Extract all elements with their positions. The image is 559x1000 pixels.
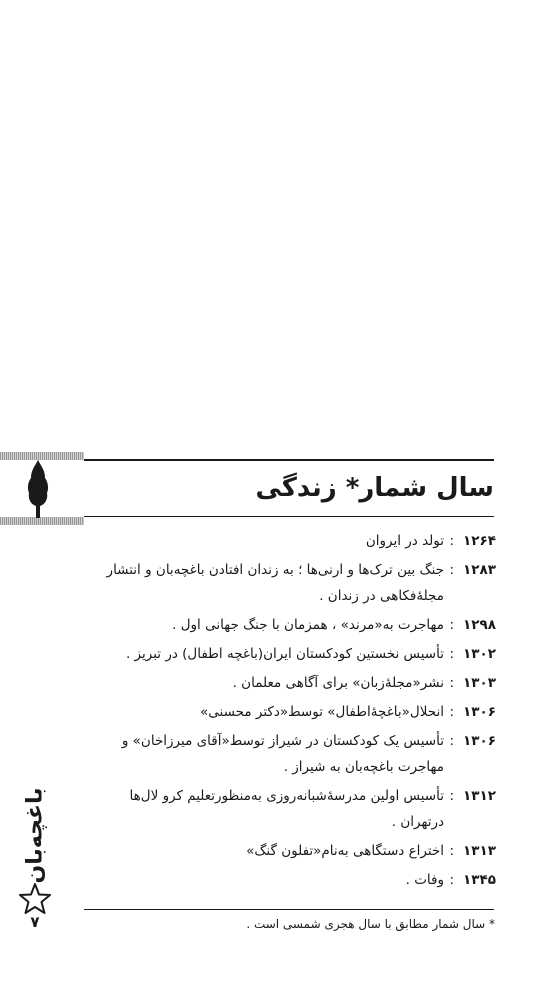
entry-text — [81, 867, 444, 893]
entry-text — [81, 557, 444, 609]
timeline-list — [81, 528, 496, 896]
entry-year: ۱۳۰۶ — [463, 733, 496, 749]
entry-text — [81, 699, 444, 725]
entry-text-line: تولد در ایروان — [365, 533, 444, 549]
entry-text-line: تأسیس نخستین کودکستان ایران(باغچه اطفال) در تبریز . — [125, 646, 444, 662]
entry-text-line: نشر«مجلهٔ‌زبان» برای آگاهی معلمان . — [232, 675, 444, 691]
timeline-entry — [81, 728, 496, 780]
timeline-entry — [81, 612, 496, 638]
entry-text-line: انحلال«باغچهٔ‌اطفال» توسط«دکتر محسنی» — [200, 704, 444, 720]
timeline-entry — [81, 783, 496, 835]
entry-year: ۱۳۰۲ — [463, 646, 496, 662]
page-number: ۷ — [30, 913, 40, 931]
entry-separator: : — [449, 675, 454, 691]
entry-separator: : — [449, 646, 454, 662]
timeline-entry — [81, 838, 496, 864]
entry-text — [81, 783, 444, 835]
entry-year: ۱۳۰۳ — [463, 675, 496, 691]
entry-text — [81, 670, 444, 696]
entry-text — [81, 838, 444, 864]
timeline-entry — [81, 670, 496, 696]
header-rule-top — [84, 459, 494, 461]
entry-year: ۱۳۴۵ — [463, 872, 496, 888]
entry-separator: : — [449, 788, 454, 804]
star-icon — [18, 882, 52, 916]
entry-text-line: تأسیس اولین مدرسهٔ‌شبانه‌روزی به‌منظورتعلیم کرو لال‌ها — [129, 788, 444, 804]
entry-separator: : — [449, 872, 454, 888]
entry-year: ۱۲۸۳ — [463, 562, 496, 578]
tree-icon — [24, 460, 52, 518]
timeline-entry — [81, 528, 496, 554]
entry-text-line: اختراع دستگاهی به‌نام«تفلون گنگ» — [246, 843, 444, 859]
timeline-entry — [81, 641, 496, 667]
timeline-entry — [81, 557, 496, 609]
header-band-top — [0, 452, 84, 460]
book-title — [14, 780, 56, 890]
entry-year: ۱۲۹۸ — [463, 617, 496, 633]
entry-separator: : — [449, 617, 454, 633]
entry-text — [81, 641, 444, 667]
header-band-bottom — [0, 517, 84, 525]
entry-year: ۱۳۱۳ — [463, 843, 496, 859]
footnote-rule — [84, 909, 494, 910]
entry-text-line: درتهران . — [391, 814, 444, 830]
timeline-entry — [81, 699, 496, 725]
entry-text-line: مهاجرت باغچه‌بان به شیراز . — [283, 759, 444, 775]
entry-text-line: وفات . — [405, 872, 444, 888]
entry-separator: : — [449, 562, 454, 578]
entry-text — [81, 612, 444, 638]
footnote: * سال شمار مطابق با سال هجری شمسی است . — [246, 917, 495, 931]
entry-text — [81, 528, 444, 554]
entry-text-line: مهاجرت به«مرند» ، همزمان با جنگ جهانی اول . — [172, 617, 444, 633]
entry-text-line: جنگ بین ترک‌ها و ارنی‌ها ؛ به زندان افتادن باغچه‌بان و انتشار — [106, 562, 444, 578]
book-title-text: باغچه‌بان — [22, 786, 48, 884]
entry-year: ۱۲۶۴ — [463, 533, 496, 549]
entry-separator: : — [449, 704, 454, 720]
entry-text-line: تأسیس یک کودکستان در شیراز توسط«آقای میرزاخان» و — [121, 733, 444, 749]
entry-separator: : — [449, 733, 454, 749]
entry-separator: : — [449, 533, 454, 549]
page-title: سال شمار* زندگی — [255, 473, 494, 503]
entry-year: ۱۳۱۲ — [463, 788, 496, 804]
timeline-entry — [81, 867, 496, 893]
header-rule-bottom — [84, 516, 494, 517]
entry-text-line: مجلهٔ‌فکاهی در زندان . — [319, 588, 444, 604]
entry-text — [81, 728, 444, 780]
entry-separator: : — [449, 843, 454, 859]
entry-year: ۱۳۰۶ — [463, 704, 496, 720]
